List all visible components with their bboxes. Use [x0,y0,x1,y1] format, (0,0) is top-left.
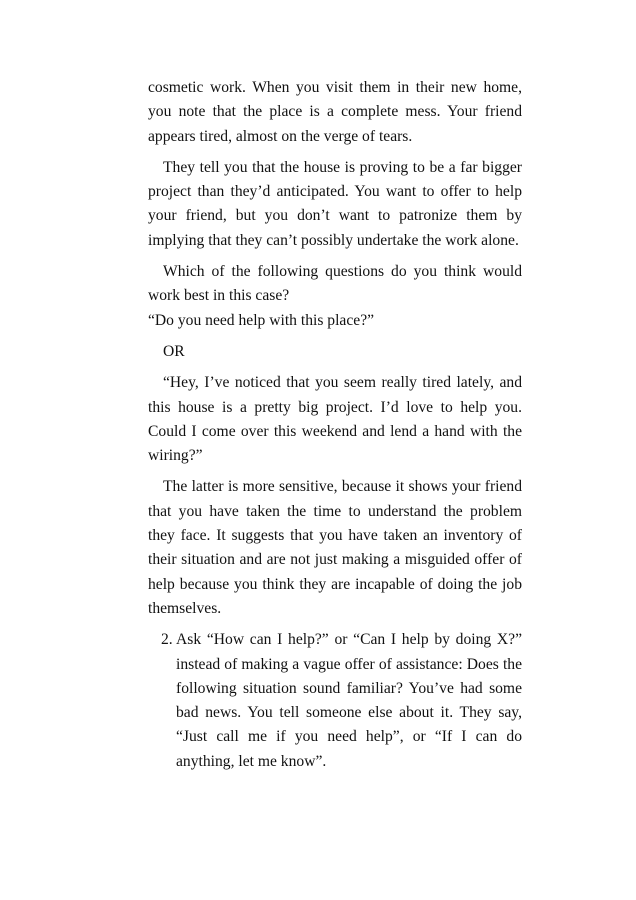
quote-question-2: “Hey, I’ve noticed that you seem really tired lately, and this house is a pretty big project. I’d love to help you. Could I come over this weekend and lend a hand with the wiring?” [148,374,522,465]
paragraph-2: They tell you that the house is proving to be a far bigger project than they’d anticipated. You want to offer to help your friend, but you don’t want to patronize them by implying that they can’t possibly undertake the work alone. [148,158,522,249]
paragraph-1: cosmetic work. When you visit them in their new home, you note that the place is a complete mess. Your friend appears tired, almost on the verge of tears. [148,79,522,145]
list-item-text: Ask “How can I help?” or “Can I help by doing X?” instead of making a vague offer of assistance: Does the following situation sound familiar? You’ve had some bad news. You tell someone else about it. They say, “Just call me if you need help”, or “If I can do anything, let me know”. [176,631,522,770]
numbered-list [148,628,522,774]
quote-question-1: “Do you need help with this place?” [148,311,375,329]
document-page [148,76,522,774]
list-item [148,628,522,774]
paragraph-3: Which of the following questions do you think would work best in this case? [148,263,522,305]
or-separator: OR [163,342,185,360]
paragraph-explanation: The latter is more sensitive, because it shows your friend that you have taken the time to understand the problem they face. It suggests that you have taken an inventory of their situation and are not just making a misguided offer of help because you think they are incapable of doing the job themselves. [148,478,522,617]
list-item-number: 2. [161,631,173,649]
